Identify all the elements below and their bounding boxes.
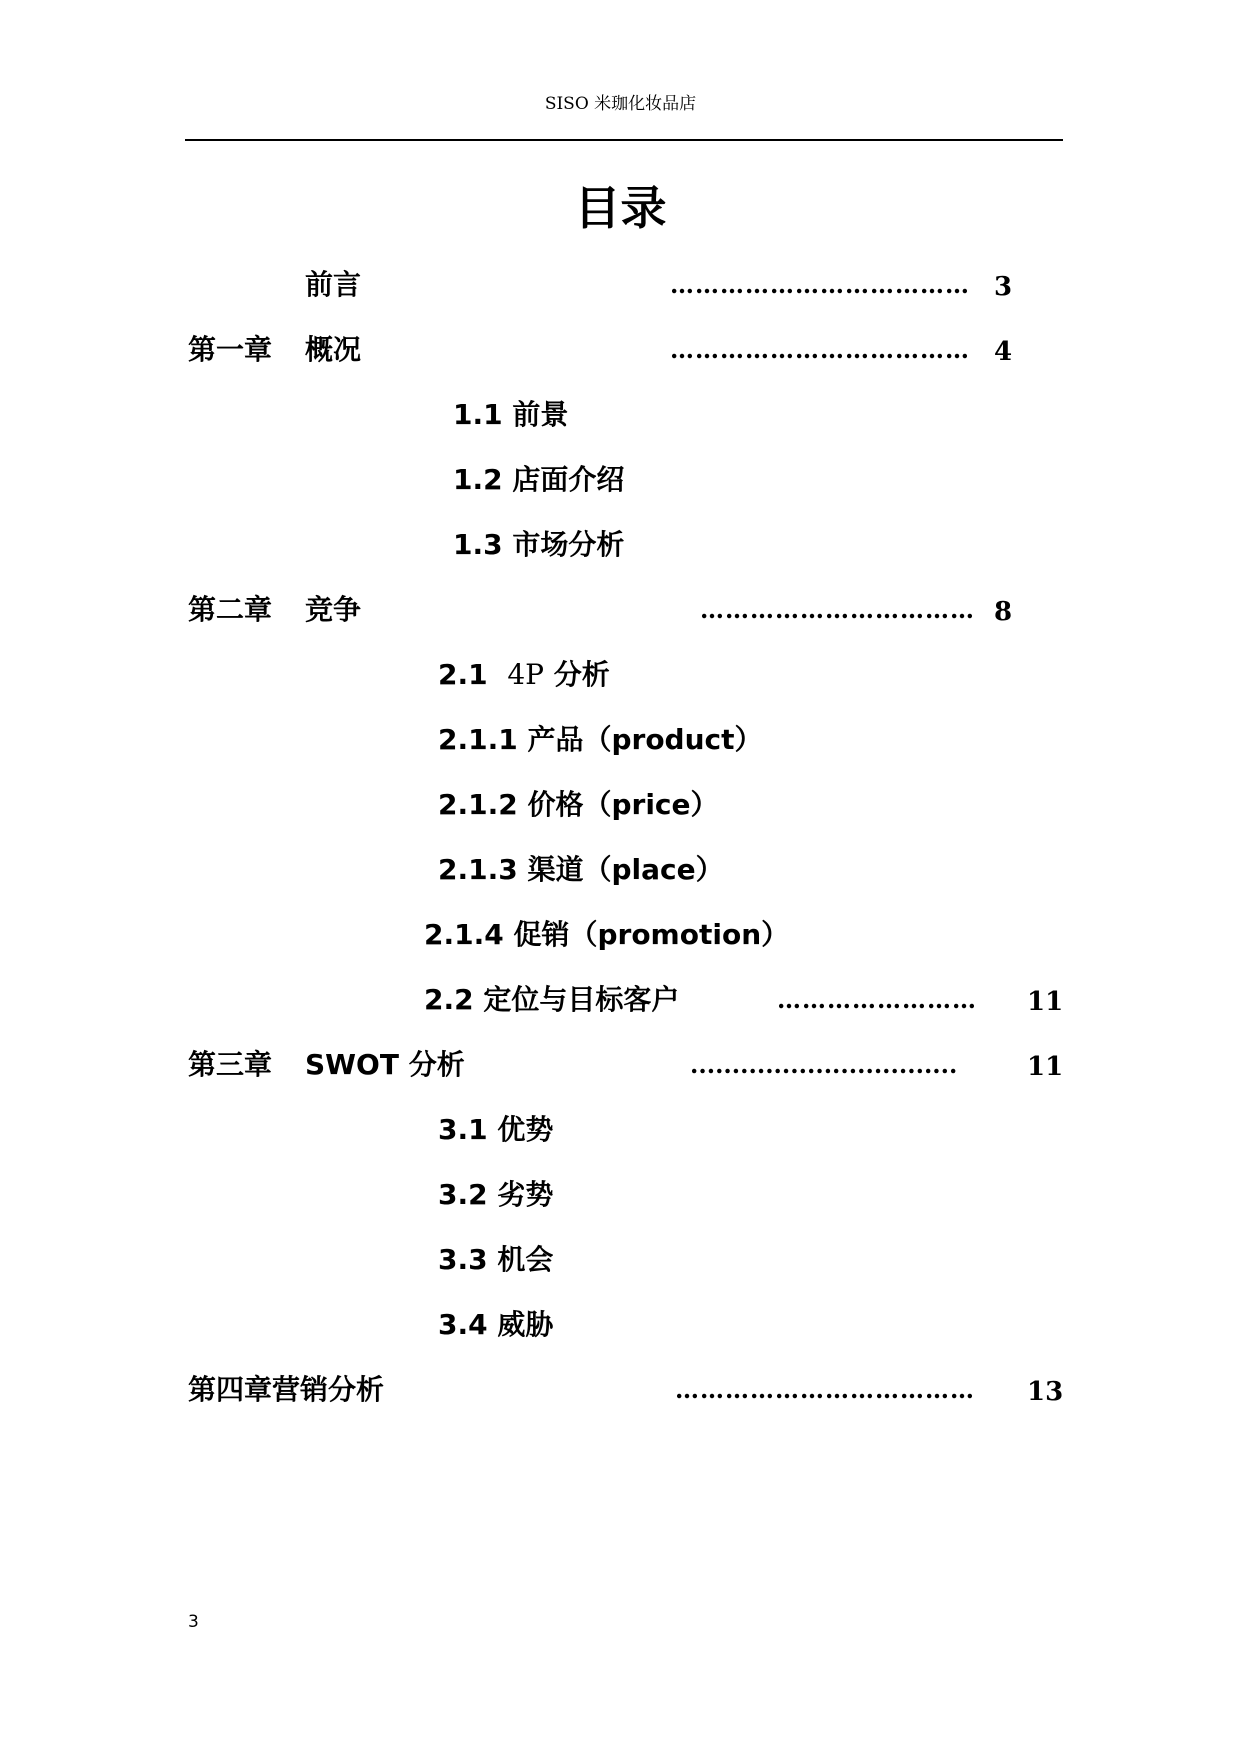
toc-entry-preface[interactable]	[188, 268, 1018, 302]
toc-leader: ................................	[690, 1050, 958, 1079]
toc-entry-title: 概况	[305, 333, 362, 366]
toc-page-number: 8	[994, 597, 1013, 627]
toc-entry-title: 2.2 定位与目标客户	[424, 983, 680, 1016]
toc-page-number: 11	[1027, 1052, 1064, 1082]
toc-page-number: 13	[1027, 1377, 1064, 1407]
toc-entry-2-1[interactable]	[438, 658, 610, 692]
toc-leader: ………………………………	[670, 335, 970, 364]
toc-entry-chapter-1[interactable]	[188, 333, 1018, 367]
toc-entry-title: 前言	[305, 268, 362, 301]
toc-entry-chapter-2[interactable]	[188, 593, 1018, 627]
toc-entry-number: 2.1	[438, 658, 488, 691]
toc-entry-2-1-1[interactable]: 2.1.1 产品（product）	[438, 723, 763, 756]
toc-leader: ……………………………	[700, 595, 975, 624]
toc-entry-2-1-3[interactable]: 2.1.3 渠道（place）	[438, 853, 724, 886]
running-header: SISO 米珈化妆品店	[544, 94, 697, 114]
toc-entry-1-2[interactable]: 1.2 店面介绍	[453, 463, 625, 496]
toc-entry-2-1-2[interactable]: 2.1.2 价格（price）	[438, 788, 719, 821]
toc-entry-1-3[interactable]: 1.3 市场分析	[453, 528, 625, 561]
toc-chapter-label: 第二章	[188, 593, 273, 626]
toc-entry-1-1[interactable]: 1.1 前景	[453, 398, 569, 431]
toc-entry-title: SWOT 分析	[305, 1048, 465, 1081]
toc-entry-title: 分析	[553, 658, 610, 691]
toc-entry-3-3[interactable]: 3.3 机会	[438, 1243, 554, 1276]
toc-page-number: 3	[994, 272, 1013, 302]
toc-chapter-label: 第三章	[188, 1048, 273, 1081]
toc-entry-2-2[interactable]	[424, 983, 1064, 1017]
toc-entry-4p: 4P	[507, 658, 545, 691]
toc-entry-title: 竞争	[305, 593, 362, 626]
footer-page-number: 3	[188, 1612, 199, 1632]
toc-entry-3-1[interactable]: 3.1 优势	[438, 1113, 554, 1146]
toc-leader: ……………………	[777, 985, 977, 1014]
toc-leader: ………………………………	[670, 270, 970, 299]
toc-entry-chapter-4[interactable]	[188, 1373, 1064, 1407]
toc-chapter-label: 第一章	[188, 333, 273, 366]
header-rule	[185, 139, 1063, 141]
toc-entry-2-1-4[interactable]: 2.1.4 促销（promotion）	[424, 918, 790, 951]
toc-entry-3-4[interactable]: 3.4 威胁	[438, 1308, 554, 1341]
toc-entry-chapter-3[interactable]	[188, 1048, 1064, 1082]
toc-page-number: 11	[1027, 987, 1064, 1017]
toc-page-number: 4	[994, 337, 1013, 367]
toc-entry-3-2[interactable]: 3.2 劣势	[438, 1178, 554, 1211]
toc-chapter-label: 第四章营销分析	[188, 1373, 385, 1406]
toc-title: 目录	[574, 181, 667, 235]
toc-leader: ………………………………	[675, 1375, 975, 1404]
